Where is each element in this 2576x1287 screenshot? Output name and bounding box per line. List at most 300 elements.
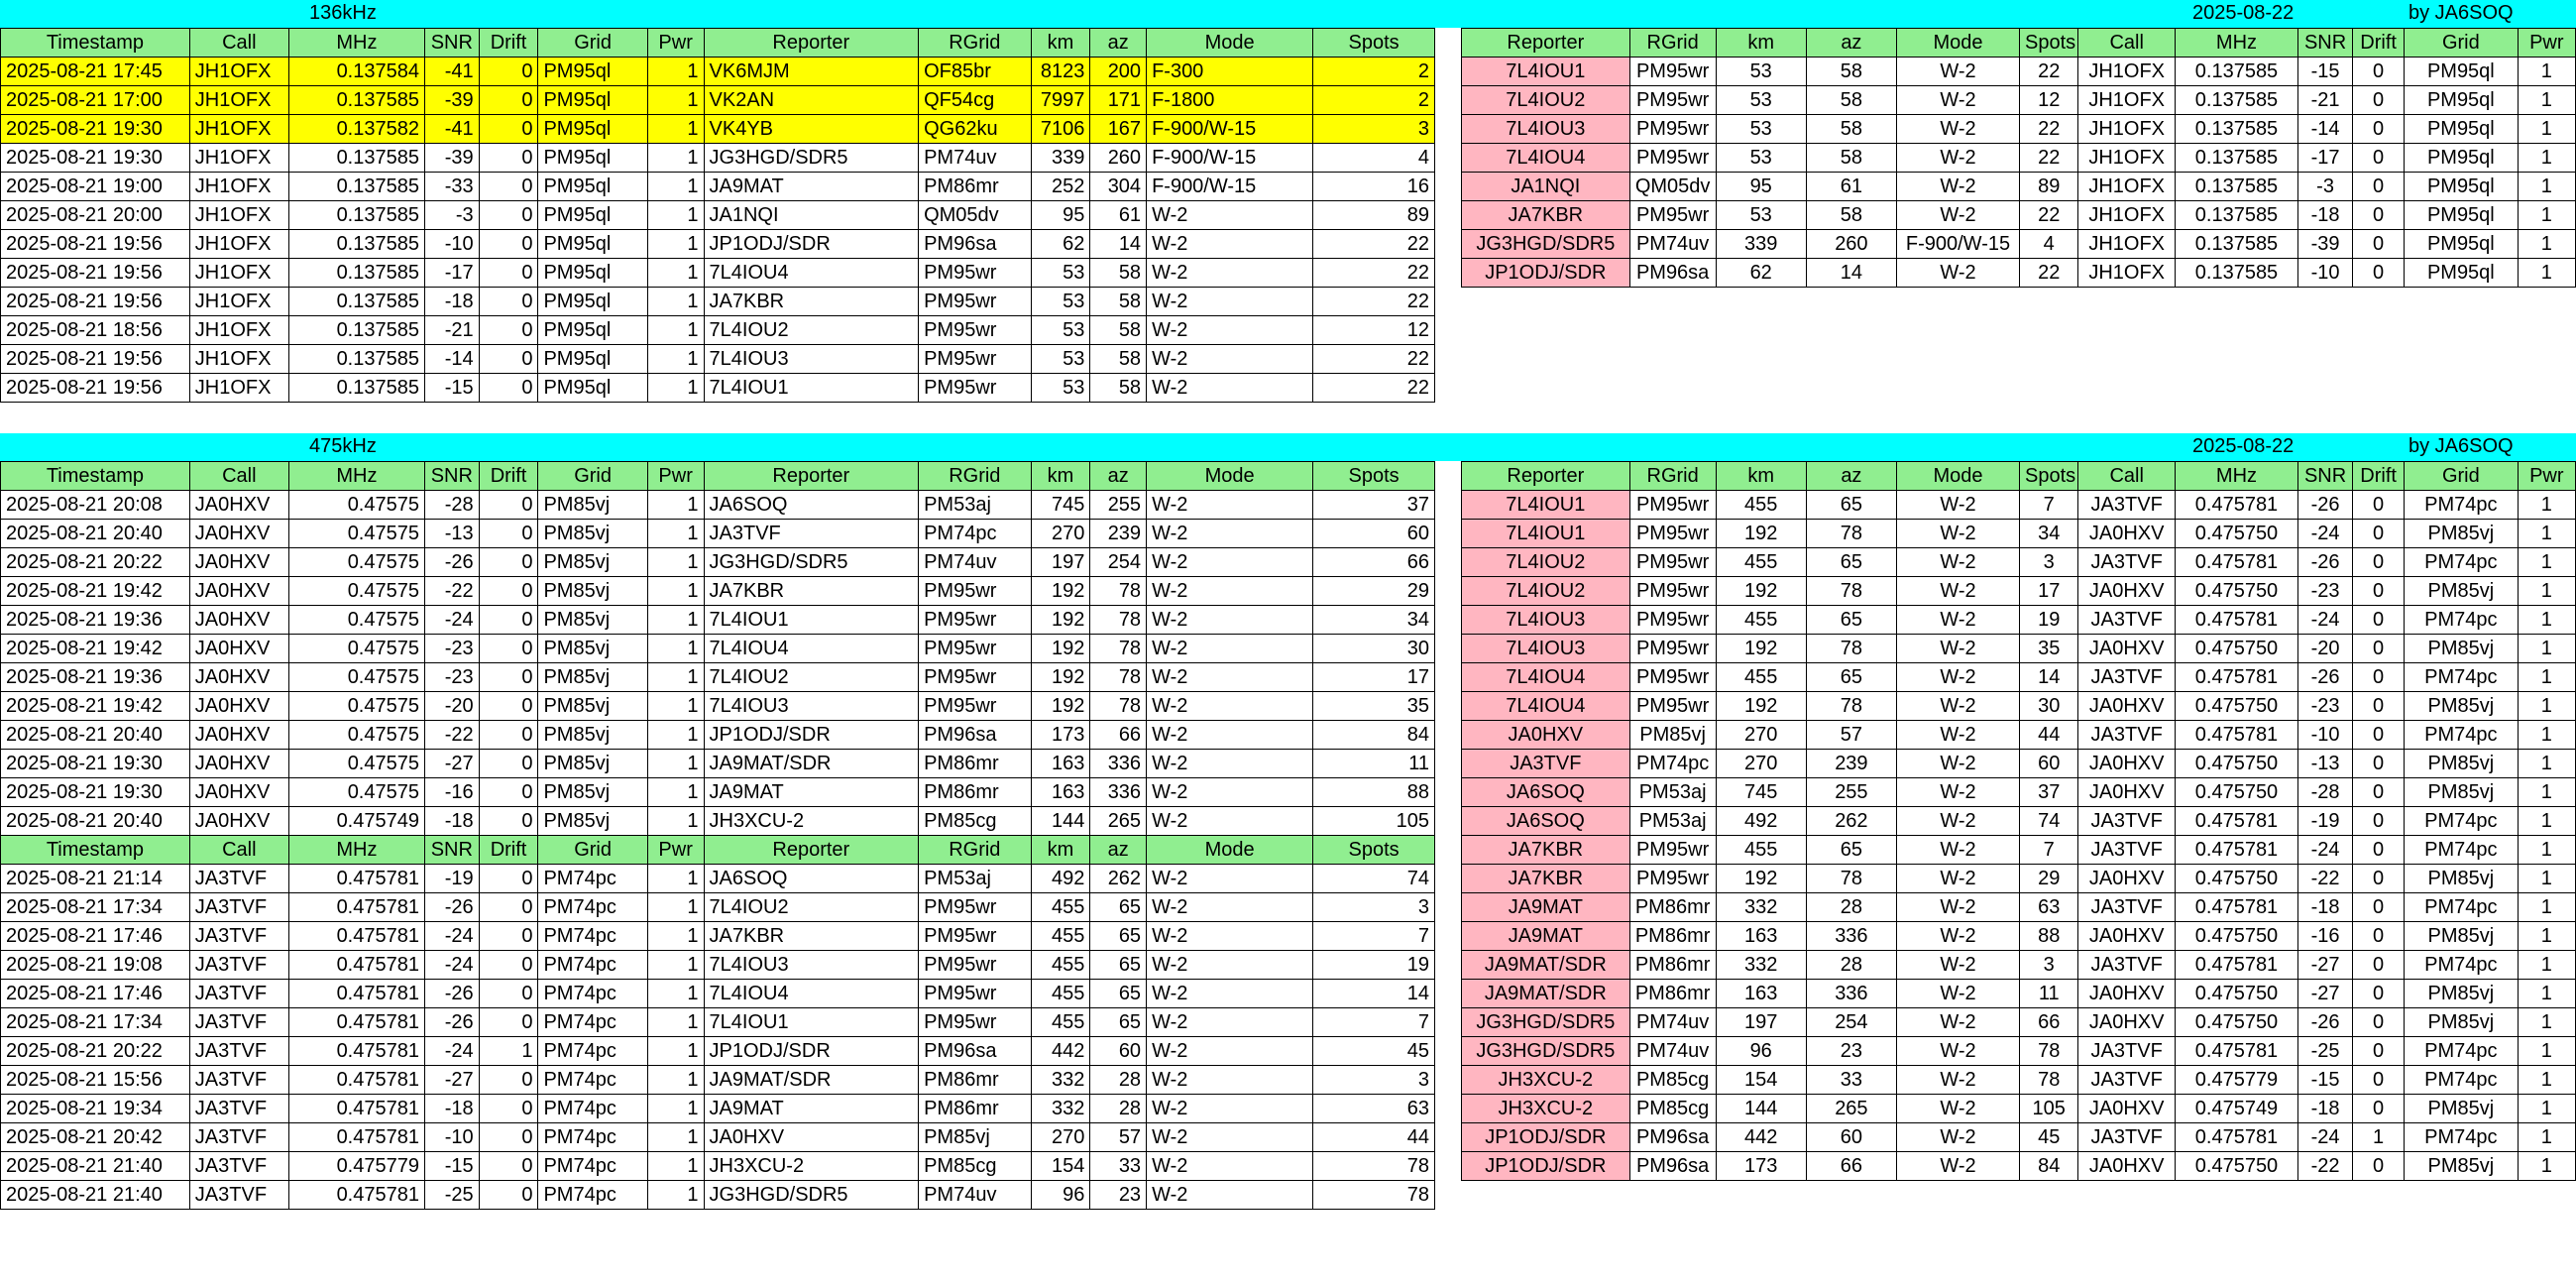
table-cell: JA3TVF (2078, 1037, 2176, 1066)
table-cell: 171 (1090, 86, 1147, 115)
table-cell: PM95wr (919, 316, 1031, 345)
table-cell: 0.475781 (288, 865, 424, 893)
table-cell: 0 (479, 1095, 538, 1123)
table-cell: 7L4IOU1 (1462, 520, 1630, 548)
table-cell: 1 (2518, 1066, 2575, 1095)
table-cell: 192 (1031, 606, 1090, 635)
table-cell: 0 (479, 115, 538, 144)
table-cell: -17 (424, 259, 479, 288)
table-cell: 0 (2353, 865, 2405, 893)
table-cell: PM74pc (2405, 1066, 2519, 1095)
column-header: Pwr (2518, 462, 2575, 491)
table-row (1462, 230, 2576, 259)
table-cell: 0 (479, 865, 538, 893)
table-cell: 197 (1031, 548, 1090, 577)
table-cell: JA0HXV (189, 606, 288, 635)
table-cell: 1 (2518, 865, 2575, 893)
table-cell: 0 (2353, 1037, 2405, 1066)
table-cell: QM05dv (1629, 173, 1716, 201)
table-cell: 262 (1806, 807, 1896, 836)
table-cell: PM85vj (1629, 721, 1716, 750)
table-cell: PM74pc (2405, 893, 2519, 922)
table-cell: W-2 (1147, 1181, 1313, 1210)
table-cell: 270 (1031, 520, 1090, 548)
table-cell: 192 (1031, 635, 1090, 663)
table-cell: -33 (424, 173, 479, 201)
table-cell: -22 (424, 577, 479, 606)
table-cell: PM95ql (538, 374, 647, 403)
table-cell: 22 (1313, 345, 1435, 374)
table-cell: PM95wr (1629, 836, 1716, 865)
table-cell: 0.137585 (288, 173, 424, 201)
table-cell: 252 (1031, 173, 1090, 201)
header-row (1462, 462, 2576, 491)
column-header: km (1031, 462, 1090, 491)
table-cell: 7L4IOU2 (1462, 577, 1630, 606)
table-cell: JA0HXV (2078, 692, 2176, 721)
table-cell: -26 (2298, 663, 2353, 692)
table-cell: JA3TVF (2078, 951, 2176, 980)
table-cell: W-2 (1147, 1152, 1313, 1181)
table-cell: 95 (1031, 201, 1090, 230)
table-cell: PM86mr (919, 750, 1031, 778)
table-cell: PM95ql (2405, 230, 2519, 259)
column-header: Drift (2353, 29, 2405, 58)
table-cell: 2025-08-21 19:00 (1, 173, 190, 201)
table-cell: JH1OFX (2078, 259, 2176, 288)
table-row (1, 115, 1435, 144)
table-cell: 1 (647, 721, 704, 750)
table-cell: JA0HXV (2078, 1008, 2176, 1037)
table-cell: JA0HXV (2078, 577, 2176, 606)
table-cell: JH1OFX (2078, 86, 2176, 115)
table-cell: 2025-08-21 19:08 (1, 951, 190, 980)
table-cell: 0 (2353, 721, 2405, 750)
table-cell: 1 (647, 663, 704, 692)
table-cell: 192 (1031, 663, 1090, 692)
table-cell: JA9MAT (1462, 893, 1630, 922)
table-cell: 60 (1806, 1123, 1896, 1152)
table-cell: 1 (2518, 951, 2575, 980)
table-cell: F-1800 (1147, 86, 1313, 115)
table-cell: 2025-08-21 20:22 (1, 548, 190, 577)
table-cell: PM95wr (1629, 115, 1716, 144)
table-cell: 0.137585 (288, 86, 424, 115)
table-cell: 1 (647, 635, 704, 663)
table-cell: 1 (647, 922, 704, 951)
table-cell: 455 (1716, 491, 1806, 520)
column-header: Spots (1313, 29, 1435, 58)
table-cell: 7L4IOU3 (1462, 606, 1630, 635)
table-cell: 270 (1716, 721, 1806, 750)
report-author: by JA6SOQ (2408, 2, 2514, 24)
table-cell: 1 (647, 173, 704, 201)
column-header: Pwr (647, 29, 704, 58)
table-cell: 1 (2518, 635, 2575, 663)
table-cell: 2025-08-21 19:30 (1, 115, 190, 144)
table-cell: JA3TVF (2078, 721, 2176, 750)
table-cell: 22 (2020, 58, 2078, 86)
table-cell: 0.475781 (288, 893, 424, 922)
table-cell: 0.475781 (288, 1008, 424, 1037)
table-cell: 1 (2518, 259, 2575, 288)
table-cell: JH1OFX (189, 259, 288, 288)
table-cell: JA0HXV (2078, 750, 2176, 778)
table-cell: 0.475781 (2175, 606, 2297, 635)
table-cell: -26 (424, 1008, 479, 1037)
table-cell: W-2 (1896, 144, 2019, 173)
table-cell: 58 (1090, 316, 1147, 345)
table-row (1, 778, 1435, 807)
table-cell: 11 (2020, 980, 2078, 1008)
column-header: Spots (1313, 462, 1435, 491)
column-header: az (1090, 836, 1147, 865)
table-cell: 0 (479, 663, 538, 692)
table-cell: 0.475781 (2175, 836, 2297, 865)
table-cell: -27 (424, 750, 479, 778)
table-cell: 1 (2518, 491, 2575, 520)
table-row (1, 173, 1435, 201)
table-cell: 332 (1716, 893, 1806, 922)
table-cell: 0.47575 (288, 520, 424, 548)
table-cell: 745 (1716, 778, 1806, 807)
table-cell: 745 (1031, 491, 1090, 520)
table-cell: W-2 (1896, 1123, 2019, 1152)
table-cell: 0 (479, 548, 538, 577)
table-cell: 0.475750 (2175, 692, 2297, 721)
table-cell: 7L4IOU4 (704, 980, 919, 1008)
table-cell: 1 (647, 288, 704, 316)
table-cell: 0.475750 (2175, 980, 2297, 1008)
table-cell: 1 (647, 345, 704, 374)
table-cell: 1 (647, 807, 704, 836)
column-header: Drift (2353, 462, 2405, 491)
table-cell: 2025-08-21 20:40 (1, 721, 190, 750)
table-cell: 58 (1806, 86, 1896, 115)
table-cell: PM85cg (919, 807, 1031, 836)
column-header: Timestamp (1, 462, 190, 491)
table-cell: 7L4IOU3 (704, 345, 919, 374)
table-cell: W-2 (1896, 1008, 2019, 1037)
table-cell: -21 (2298, 86, 2353, 115)
table-cell: JA9MAT (704, 778, 919, 807)
table-cell: 0.475781 (2175, 1037, 2297, 1066)
table-cell: -24 (424, 1037, 479, 1066)
table-cell: JA0HXV (2078, 922, 2176, 951)
table-cell: 37 (1313, 491, 1435, 520)
table-cell: -10 (424, 1123, 479, 1152)
table-cell: 1 (2518, 173, 2575, 201)
table-cell: JA3TVF (189, 865, 288, 893)
table-cell: JP1ODJ/SDR (704, 721, 919, 750)
table-cell: PM85vj (2405, 1095, 2519, 1123)
table-cell: 0.475781 (2175, 663, 2297, 692)
table-cell: -23 (424, 663, 479, 692)
table-cell: 0 (479, 980, 538, 1008)
table-row (1462, 520, 2576, 548)
table-cell: JA9MAT (704, 1095, 919, 1123)
table-row (1, 316, 1435, 345)
table-cell: 58 (1806, 115, 1896, 144)
table-cell: 1 (647, 115, 704, 144)
column-header: Call (189, 462, 288, 491)
table-row (1462, 548, 2576, 577)
table-cell: -24 (2298, 520, 2353, 548)
table-cell: JP1ODJ/SDR (704, 230, 919, 259)
table-cell: JA7KBR (1462, 865, 1630, 893)
table-cell: 3 (1313, 893, 1435, 922)
table-row (1, 520, 1435, 548)
table-cell: 0.475781 (288, 980, 424, 1008)
table-row (1, 230, 1435, 259)
table-cell: 1 (2518, 1152, 2575, 1181)
table-cell: 0 (2353, 173, 2405, 201)
table-cell: 0 (479, 606, 538, 635)
column-header: Grid (2405, 462, 2519, 491)
table-cell: 57 (1806, 721, 1896, 750)
table-cell: 66 (2020, 1008, 2078, 1037)
table-cell: -24 (424, 922, 479, 951)
table-136-right (1461, 28, 2576, 288)
table-cell: 154 (1031, 1152, 1090, 1181)
table-cell: 45 (2020, 1123, 2078, 1152)
table-cell: W-2 (1147, 922, 1313, 951)
table-row (1462, 951, 2576, 980)
table-cell: 0 (479, 951, 538, 980)
table-cell: JH1OFX (189, 374, 288, 403)
table-row (1, 374, 1435, 403)
table-cell: 0.475750 (2175, 778, 2297, 807)
table-cell: 58 (1090, 345, 1147, 374)
table-cell: 0 (479, 86, 538, 115)
table-cell: PM86mr (919, 1095, 1031, 1123)
table-cell: 1 (479, 1037, 538, 1066)
table-row (1, 663, 1435, 692)
table-row (1462, 577, 2576, 606)
table-cell: 0.475781 (2175, 491, 2297, 520)
table-cell: 200 (1090, 58, 1147, 86)
table-cell: JA3TVF (2078, 893, 2176, 922)
table-cell: PM85vj (2405, 1152, 2519, 1181)
table-cell: JA3TVF (2078, 548, 2176, 577)
column-header: Reporter (1462, 462, 1630, 491)
table-cell: 62 (1031, 230, 1090, 259)
table-cell: JH1OFX (2078, 173, 2176, 201)
table-cell: 0.137582 (288, 115, 424, 144)
table-cell: 2025-08-21 18:56 (1, 316, 190, 345)
table-cell: PM95wr (919, 980, 1031, 1008)
table-cell: PM95ql (538, 86, 647, 115)
table-row (1462, 1095, 2576, 1123)
table-cell: PM74pc (2405, 721, 2519, 750)
table-cell: 34 (1313, 606, 1435, 635)
table-cell: 53 (1716, 86, 1806, 115)
table-cell: PM95wr (919, 577, 1031, 606)
table-row (1, 721, 1435, 750)
table-cell: 22 (2020, 115, 2078, 144)
table-cell: -23 (2298, 692, 2353, 721)
table-cell: PM86mr (919, 1066, 1031, 1095)
table-cell: 2025-08-21 21:40 (1, 1181, 190, 1210)
table-cell: PM95wr (1629, 491, 1716, 520)
table-cell: W-2 (1896, 836, 2019, 865)
table-cell: 0 (479, 1152, 538, 1181)
table-cell: PM85cg (1629, 1095, 1716, 1123)
table-cell: 0.475779 (288, 1152, 424, 1181)
table-cell: 2025-08-21 17:45 (1, 58, 190, 86)
table-cell: 22 (1313, 230, 1435, 259)
table-cell: 7L4IOU4 (704, 635, 919, 663)
table-cell: 192 (1031, 577, 1090, 606)
report-date: 2025-08-22 (2192, 2, 2295, 24)
table-cell: 0.475781 (2175, 548, 2297, 577)
table-cell: 44 (2020, 721, 2078, 750)
table-cell: JG3HGD/SDR5 (704, 144, 919, 173)
table-cell: JA0HXV (189, 663, 288, 692)
table-cell: 33 (1806, 1066, 1896, 1095)
table-row (1, 58, 1435, 86)
table-cell: 2025-08-21 17:34 (1, 1008, 190, 1037)
table-cell: 1 (647, 491, 704, 520)
table-cell: 1 (647, 201, 704, 230)
table-cell: 270 (1031, 1123, 1090, 1152)
table-cell: PM95wr (919, 692, 1031, 721)
table-cell: F-900/W-15 (1147, 144, 1313, 173)
table-cell: 2025-08-21 21:40 (1, 1152, 190, 1181)
table-cell: W-2 (1896, 86, 2019, 115)
table-cell: PM74pc (2405, 1123, 2519, 1152)
table-cell: 17 (2020, 577, 2078, 606)
column-header: RGrid (919, 462, 1031, 491)
table-cell: 455 (1031, 893, 1090, 922)
table-cell: 163 (1716, 922, 1806, 951)
table-cell: PM74uv (919, 1181, 1031, 1210)
table-cell: 2025-08-21 19:30 (1, 144, 190, 173)
table-cell: 84 (1313, 721, 1435, 750)
table-cell: PM74pc (2405, 663, 2519, 692)
table-cell: 78 (1806, 865, 1896, 893)
table-cell: W-2 (1147, 201, 1313, 230)
table-cell: 163 (1031, 778, 1090, 807)
column-header: SNR (2298, 462, 2353, 491)
table-cell: 1 (2518, 58, 2575, 86)
table-cell: -26 (424, 548, 479, 577)
table-cell: 0.47575 (288, 548, 424, 577)
table-cell: -18 (424, 1095, 479, 1123)
table-cell: PM95wr (919, 663, 1031, 692)
table-cell: PM74pc (538, 1123, 647, 1152)
table-cell: PM85cg (919, 1152, 1031, 1181)
table-cell: 1 (647, 144, 704, 173)
table-cell: 1 (647, 577, 704, 606)
table-cell: F-900/W-15 (1896, 230, 2019, 259)
table-cell: JH1OFX (189, 316, 288, 345)
table-cell: JH1OFX (189, 115, 288, 144)
table-cell: 78 (1313, 1181, 1435, 1210)
table-cell: PM95wr (1629, 86, 1716, 115)
table-cell: 53 (1716, 144, 1806, 173)
table-cell: PM96sa (1629, 259, 1716, 288)
table-cell: 1 (2518, 606, 2575, 635)
table-cell: 14 (1806, 259, 1896, 288)
table-cell: 1 (2518, 750, 2575, 778)
table-cell: 0 (479, 520, 538, 548)
table-cell: 58 (1090, 259, 1147, 288)
table-cell: 197 (1716, 1008, 1806, 1037)
table-cell: 0 (2353, 807, 2405, 836)
table-cell: 2025-08-21 19:56 (1, 288, 190, 316)
table-cell: 2 (1313, 86, 1435, 115)
table-cell: 22 (1313, 374, 1435, 403)
table-cell: 260 (1090, 144, 1147, 173)
table-cell: 0.47575 (288, 491, 424, 520)
table-cell: -20 (424, 692, 479, 721)
table-cell: 7L4IOU3 (704, 951, 919, 980)
table-cell: JA0HXV (189, 577, 288, 606)
table-cell: 16 (1313, 173, 1435, 201)
table-cell: PM95ql (538, 259, 647, 288)
table-cell: 0 (479, 1181, 538, 1210)
table-cell: 7L4IOU3 (704, 692, 919, 721)
table-cell: PM95wr (1629, 577, 1716, 606)
table-cell: 0.137585 (2175, 58, 2297, 86)
column-header: Reporter (1462, 29, 1630, 58)
table-cell: PM85vj (2405, 577, 2519, 606)
table-cell: 0.47575 (288, 750, 424, 778)
header-row (1, 836, 1435, 865)
table-cell: PM85vj (538, 548, 647, 577)
table-cell: 0 (2353, 259, 2405, 288)
table-row (1, 1066, 1435, 1095)
table-cell: W-2 (1896, 778, 2019, 807)
table-cell: W-2 (1147, 1037, 1313, 1066)
table-cell: JA6SOQ (704, 491, 919, 520)
table-cell: 89 (1313, 201, 1435, 230)
table-cell: 492 (1716, 807, 1806, 836)
table-cell: 35 (1313, 692, 1435, 721)
table-cell: 0 (2353, 1152, 2405, 1181)
column-header: Reporter (704, 836, 919, 865)
table-cell: 0 (2353, 548, 2405, 577)
table-cell: 1 (647, 548, 704, 577)
table-cell: PM96sa (1629, 1123, 1716, 1152)
table-cell: JA3TVF (189, 951, 288, 980)
table-cell: 1 (2518, 1095, 2575, 1123)
table-cell: 66 (1313, 548, 1435, 577)
table-cell: JA3TVF (189, 1152, 288, 1181)
table-cell: W-2 (1147, 259, 1313, 288)
table-cell: 22 (1313, 288, 1435, 316)
table-cell: -16 (2298, 922, 2353, 951)
table-cell: PM95wr (919, 1008, 1031, 1037)
table-cell: 57 (1090, 1123, 1147, 1152)
table-cell: JA0HXV (189, 635, 288, 663)
table-cell: 7L4IOU4 (1462, 663, 1630, 692)
table-cell: 7L4IOU1 (704, 606, 919, 635)
table-cell: 14 (1090, 230, 1147, 259)
table-cell: 2025-08-21 15:56 (1, 1066, 190, 1095)
table-cell: JH1OFX (2078, 144, 2176, 173)
table-cell: 78 (1806, 577, 1896, 606)
table-cell: 163 (1031, 750, 1090, 778)
table-cell: 0.475750 (2175, 922, 2297, 951)
column-header: Mode (1147, 29, 1313, 58)
table-cell: PM95wr (919, 635, 1031, 663)
table-cell: -26 (424, 893, 479, 922)
table-cell: JA3TVF (2078, 836, 2176, 865)
table-cell: 1 (2518, 663, 2575, 692)
table-cell: 2025-08-21 20:42 (1, 1123, 190, 1152)
